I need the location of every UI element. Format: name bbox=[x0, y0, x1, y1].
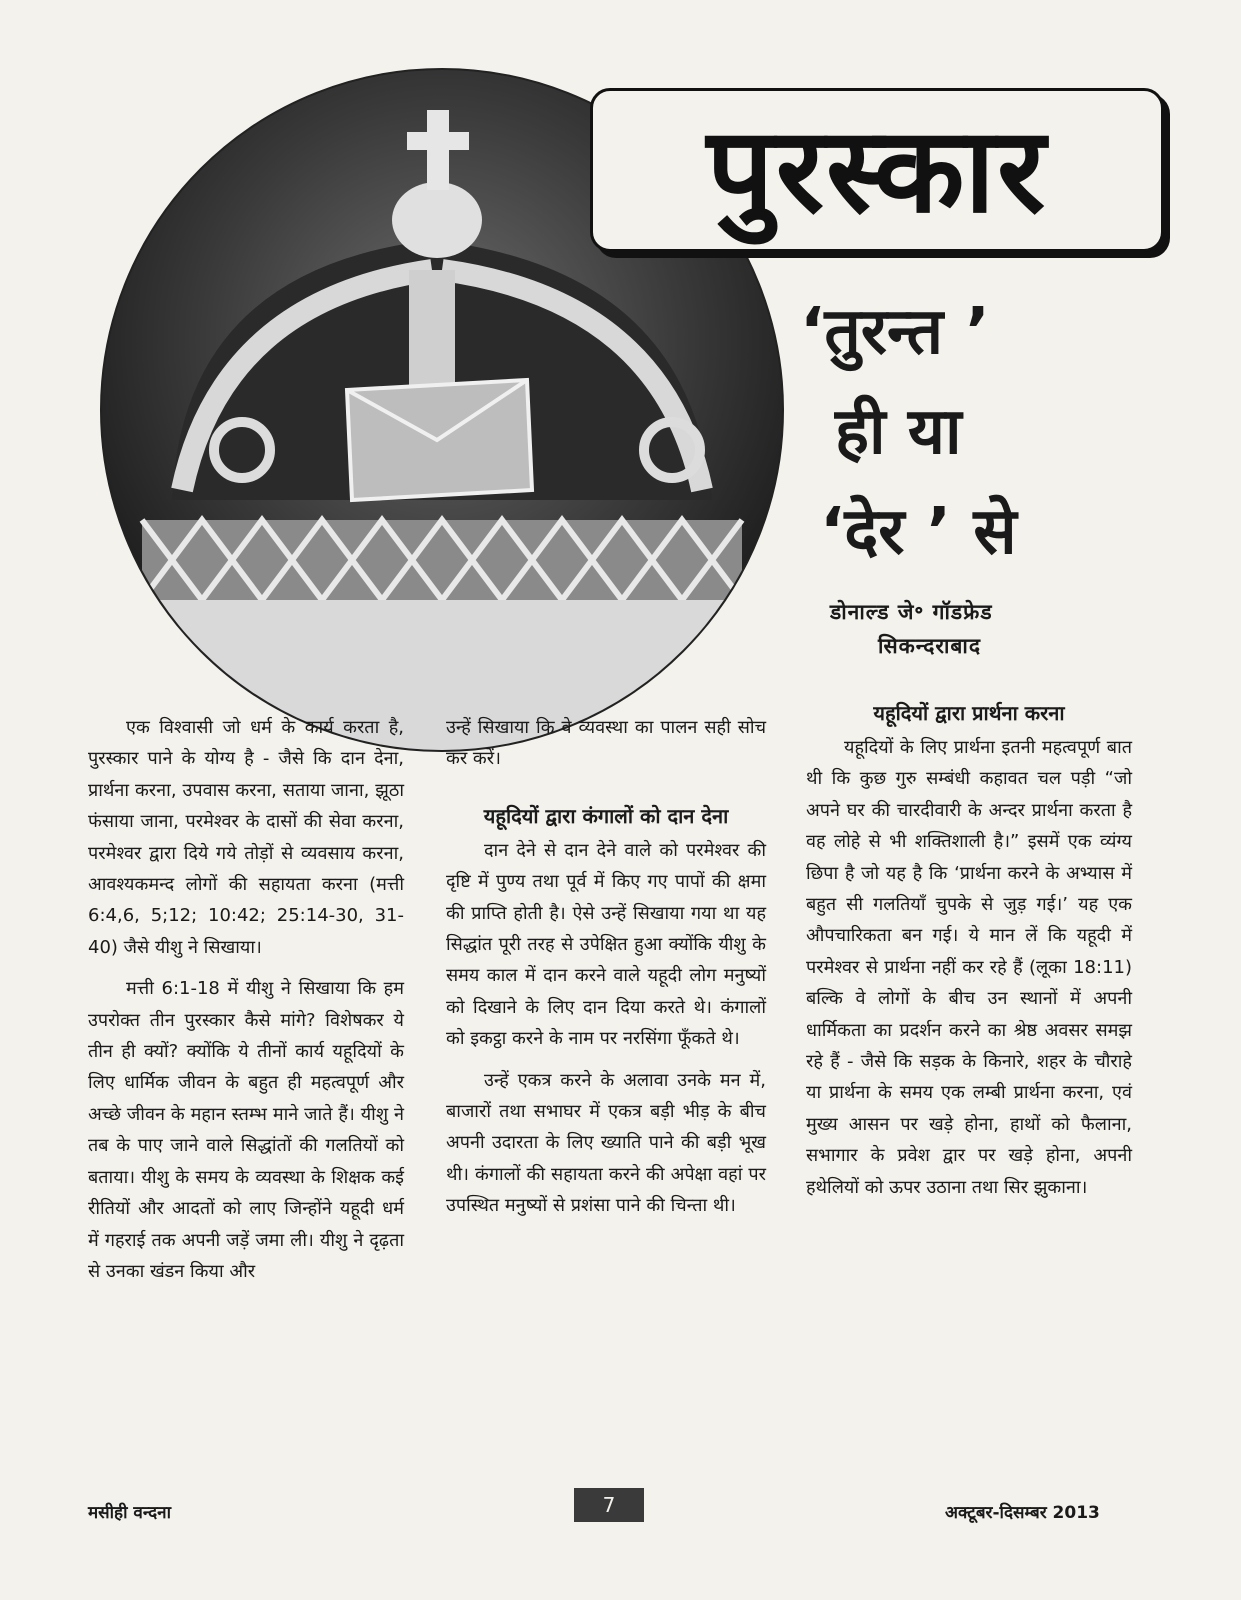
column-middle bbox=[446, 712, 766, 1232]
section-heading: यहूदियों द्वारा प्रार्थना करना bbox=[873, 701, 1065, 725]
page-number: 7 bbox=[574, 1488, 644, 1522]
paragraph: एक विश्वासी जो धर्म के कार्य करता है, पुरस्कार पाने के योग्य है - जैसे कि दान देना, प्रार्थना करना, उपवास करना, सताया जाना, झूठा फंसाया जाना, परमेश्वर के दासों की सेवा करना, परमेश्वर द्वारा दिये गये तोड़ों से व्यवसाय करना, आवश्यकमन्द लोगों की सहायता करना (मत्ती 6:4,6, 5;12; 10:42; 25:14-30, 31-40) जैसे यीशु ने सिखाया। bbox=[88, 717, 404, 958]
issue-date: अक्टूबर-दिसम्बर 2013 bbox=[945, 1503, 1100, 1523]
column-left bbox=[88, 712, 404, 1297]
title-box bbox=[590, 88, 1164, 252]
paragraph: यहूदियों के लिए प्रार्थना इतनी महत्वपूर्ण बात थी कि कुछ गुरु सम्बंधी कहावत चल पड़ी “जो अपने घर की चारदीवारी के अन्दर प्रार्थना करता है वह लोहे से भी शक्तिशाली है।” इसमें एक व्यंग्य छिपा है जो यह है कि ‘प्रार्थना करने के अभ्यास में बहुत सी गलतियाँ चुपके से जुड़ गई।’ यह एक औपचारिकता बन गई। ये मान लें कि यहूदी में परमेश्वर से प्रार्थना नहीं कर रहे हैं (लूका 18:11) बल्कि वे लोगों के बीच उन स्थानों में अपनी धार्मिकता का प्रदर्शन करने का श्रेष्ठ अवसर समझ रहे हैं - जैसे कि सड़क के किनारे, शहर के चौराहे या प्रार्थना के समय एक लम्बी प्रार्थना करना, एवं मुख्य आसन पर खड़े होना, हाथों को फैलाना, सभागार के प्रवेश द्वार पर खड़े होना, अपनी हथेलियों को ऊपर उठाना तथा सिर झुकाना। bbox=[806, 737, 1132, 1198]
author-city: सिकन्दराबाद bbox=[878, 634, 982, 658]
paragraph: उन्हें एकत्र करने के अलावा उनके मन में, बाजारों तथा सभाघर में एकत्र बड़ी भीड़ के बीच अपनी उदारता के लिए ख्याति पाने की बड़ी भूख थी। कंगालों की सहायता करने की अपेक्षा वहां पर उपस्थित मनुष्यों से प्रशंसा पाने की चिन्ता थी। bbox=[446, 1069, 766, 1217]
section-heading: यहूदियों द्वारा कंगालों को दान देना bbox=[483, 803, 729, 828]
magazine-name: मसीही वन्दना bbox=[88, 1503, 171, 1523]
subtitle-line-2: ही या bbox=[835, 395, 962, 469]
author-name: डोनाल्ड जे॰ गॉडफ्रेड bbox=[830, 600, 993, 624]
paragraph: दान देने से दान देने वाले को परमेश्वर की दृष्टि में पुण्य तथा पूर्व में किए गए पापों की क्षमा की प्राप्ति होती है। ऐसे उन्हें सिखाया गया था यह सिद्धांत पूरी तरह से उपेक्षित हुआ क्योंकि यीशु के समय काल में दान करने वाले यहूदी लोग मनुष्यों को दिखाने के लिए दान दिया करते थे। कंगालों को इकट्ठा करने के नाम पर नरसिंगा फूँकते थे। bbox=[446, 839, 766, 1050]
column-right bbox=[806, 701, 1132, 1213]
paragraph: मत्ती 6:1-18 में यीशु ने सिखाया कि हम उपरोक्त तीन पुरस्कार कैसे मांगे? विशेषकर ये तीन ही क्यों? क्योंकि ये तीनों कार्य यहूदियों के लिए धार्मिक जीवन के बहुत ही महत्वपूर्ण और अच्छे जीवन के महान स्तम्भ माने जाते हैं। यीशु ने तब के पाए जाने वाले सिद्धांतों की गलतियों को बताया। यीशु के समय के व्यवस्था के शिक्षक कई रीतियों और आदतों को लाए जिन्होंने यहूदी धर्म में गहराई तक अपनी जड़ें जमा ली। यीशु ने दृढ़ता से उनका खंडन किया और bbox=[88, 978, 404, 1282]
subtitle-line-1: ‘तुरन्त ’ bbox=[800, 295, 990, 369]
paragraph: उन्हें सिखाया कि वे व्यवस्था का पालन सही सोच कर करें। bbox=[446, 717, 766, 770]
subtitle-line-3: ‘देर ’ से bbox=[820, 495, 1017, 569]
page-title: पुरस्कार bbox=[706, 101, 1048, 239]
